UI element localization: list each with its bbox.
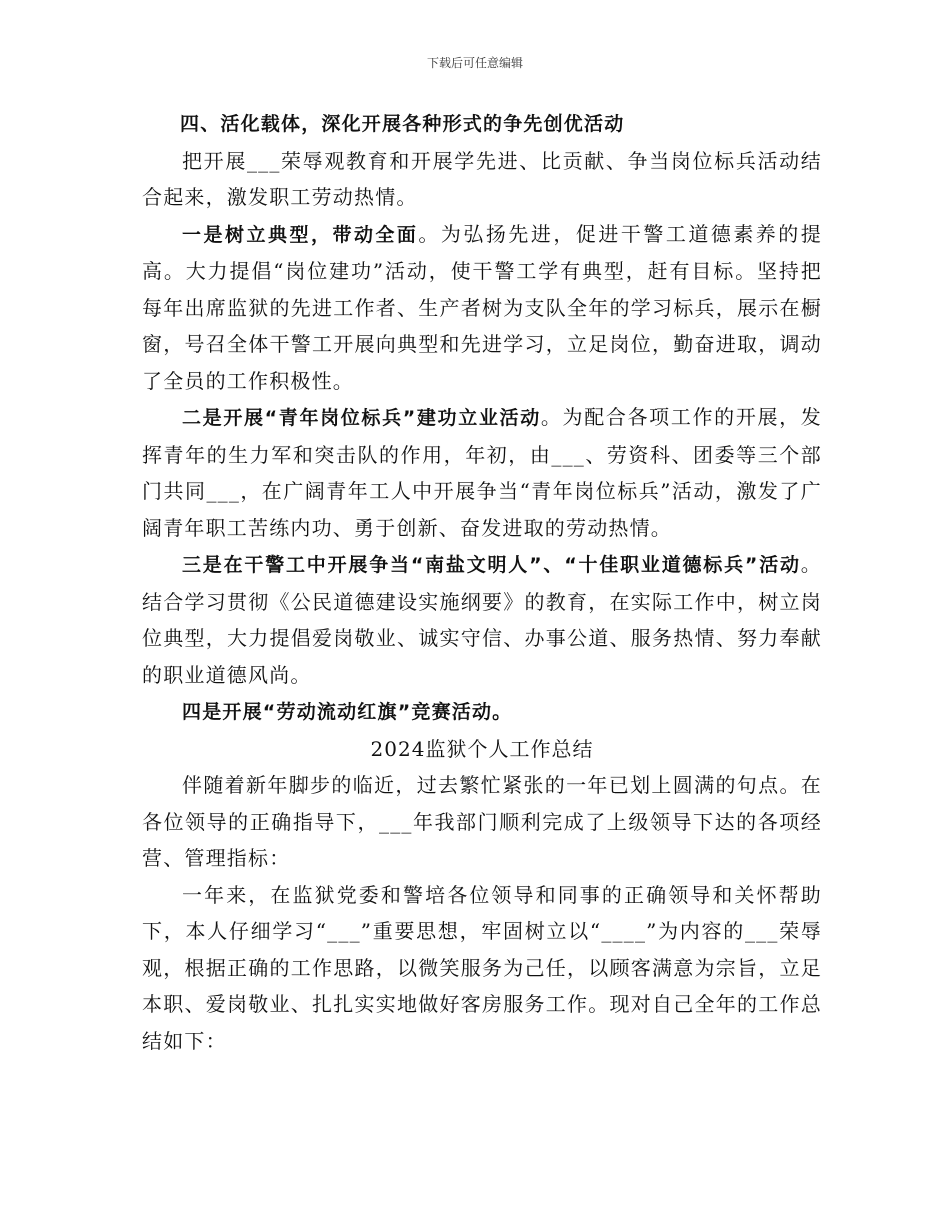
- section-intro: 把开展___荣辱观教育和开展学先进、比贡献、争当岗位标兵活动结合起来，激发职工劳动热情。: [142, 148, 822, 209]
- item-2-lead: 二是开展“青年岗位标兵”建功立业活动: [182, 407, 541, 429]
- item-3: [142, 546, 822, 693]
- item-2: [142, 399, 822, 546]
- item-1-lead: 一是树立典型，带动全面: [182, 223, 419, 246]
- document-body: [142, 106, 822, 1059]
- item-3-lead: 三是在干警工中开展争当“南盐文明人”、“十佳职业道德标兵”活动: [182, 554, 801, 576]
- item-3-text: 。结合学习贯彻《公民道德建设实施纲要》的教育，在实际工作中，树立岗位典型，大力提倡爱岗敬业、诚实守信、办事公道、服务热情、努力奉献的职业道德风尚。: [142, 552, 822, 687]
- summary-para-1: 伴随着新年脚步的临近，过去繁忙紧张的一年已划上圆满的句点。在各位领导的正确指导下，___年我部门顺利完成了上级领导下达的各项经营、管理指标：: [142, 773, 822, 870]
- item-1: [142, 216, 822, 400]
- item-4: [142, 693, 822, 731]
- summary-para-2: 一年来，在监狱党委和警培各位领导和同事的正确领导和关怀帮助下，本人仔细学习“___”重要思想，牢固树立以“____”为内容的___荣辱观，根据正确的工作思路，以微笑服务为己任，以顾客满意为宗旨，立足本职、爱岗敬业、扎扎实实地做好客房服务工作。现对自己全年的工作总结如下：: [142, 882, 822, 1053]
- item-1-text: 。为弘扬先进，促进干警工道德素养的提高。大力提倡“岗位建功”活动，使干警工学有典型，赶有目标。坚持把每年出席监狱的先进工作者、生产者树为支队全年的学习标兵，展示在橱窗，号召全体干警工开展向典型和先进学习，立足岗位，勤奋进取，调动了全员的工作积极性。: [142, 221, 822, 393]
- item-4-lead: 四是开展“劳动流动红旗”竞赛活动。: [182, 701, 513, 723]
- item-2-text: 。为配合各项工作的开展，发挥青年的生力军和突击队的作用，年初，由___、劳资科、团委等三个部门共同___，在广阔青年工人中开展争当“青年岗位标兵”活动，激发了广阔青年职工苦练内功、勇于创新、奋发进取的劳动热情。: [142, 405, 822, 540]
- section-heading: 四、活化载体，深化开展各种形式的争先创优活动: [180, 113, 625, 135]
- summary-title: 2024监狱个人工作总结: [370, 736, 594, 761]
- header-note: 下载后可任意编辑: [426, 56, 523, 70]
